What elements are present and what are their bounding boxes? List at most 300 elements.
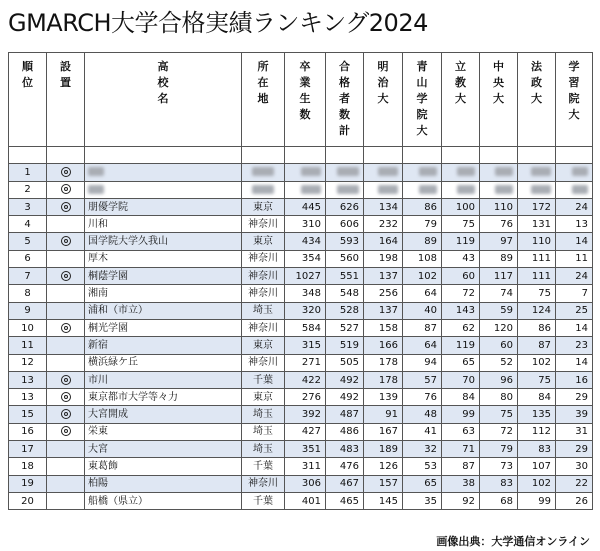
table-row [9, 354, 593, 371]
location-cell: 神奈川 [242, 475, 285, 492]
graduates-cell: 271 [285, 354, 326, 371]
graduates-cell [285, 181, 326, 198]
graduates-cell: 392 [285, 406, 326, 423]
gakushuin-cell: 26 [556, 492, 593, 509]
graduates-cell: 1027 [285, 268, 326, 285]
rikkyo-cell: 143 [442, 302, 480, 319]
meiji-cell: 145 [364, 492, 403, 509]
setup-cell [47, 475, 85, 492]
image-credit: 画像出典：大学通信オンライン [436, 535, 590, 548]
location-cell: 神奈川 [242, 285, 285, 302]
redacted-value [572, 167, 588, 176]
total-cell: 551 [326, 268, 364, 285]
hosei-cell: 135 [518, 406, 556, 423]
location-cell: 神奈川 [242, 216, 285, 233]
setup-cell [47, 371, 85, 388]
gakushuin-cell: 11 [556, 250, 593, 267]
aoyama-cell: 94 [403, 354, 442, 371]
school-cell [85, 164, 242, 181]
school-cell: 市川 [85, 371, 242, 388]
header-location: 所在地 [242, 53, 285, 147]
chuo-cell: 60 [480, 337, 518, 354]
table-row [9, 268, 593, 285]
redacted-value [531, 167, 551, 176]
aoyama-cell: 108 [403, 250, 442, 267]
aoyama-cell: 65 [403, 475, 442, 492]
redacted-value [88, 185, 104, 194]
table-row [9, 406, 593, 423]
chuo-cell: 97 [480, 233, 518, 250]
school-cell: 朋優学院 [85, 198, 242, 215]
graduates-cell: 401 [285, 492, 326, 509]
chuo-cell: 79 [480, 441, 518, 458]
rank-cell: 5 [9, 233, 47, 250]
rank-cell: 13 [9, 371, 47, 388]
gakushuin-cell: 39 [556, 406, 593, 423]
setup-cell [47, 406, 85, 423]
meiji-cell: 139 [364, 389, 403, 406]
rank-cell: 9 [9, 302, 47, 319]
setup-cell [47, 441, 85, 458]
double-circle-icon [61, 184, 71, 194]
rank-cell: 17 [9, 441, 47, 458]
hosei-cell: 99 [518, 492, 556, 509]
graduates-cell: 310 [285, 216, 326, 233]
table-row [9, 216, 593, 233]
total-cell: 492 [326, 389, 364, 406]
location-cell: 埼玉 [242, 423, 285, 440]
hosei-cell: 83 [518, 441, 556, 458]
setup-cell [47, 233, 85, 250]
chuo-cell: 96 [480, 371, 518, 388]
rank-cell: 1 [9, 164, 47, 181]
rank-cell: 18 [9, 458, 47, 475]
rank-cell: 6 [9, 250, 47, 267]
aoyama-cell: 35 [403, 492, 442, 509]
double-circle-icon [61, 375, 71, 385]
hosei-cell [518, 181, 556, 198]
school-cell: 浦和（市立） [85, 302, 242, 319]
gakushuin-cell: 31 [556, 423, 593, 440]
school-cell: 湘南 [85, 285, 242, 302]
chuo-cell: 120 [480, 319, 518, 336]
aoyama-cell: 53 [403, 458, 442, 475]
rikkyo-cell: 92 [442, 492, 480, 509]
table-row [9, 423, 593, 440]
double-circle-icon [61, 323, 71, 333]
graduates-cell: 422 [285, 371, 326, 388]
aoyama-cell: 79 [403, 216, 442, 233]
header-spacer-row [9, 147, 593, 164]
hosei-cell [518, 164, 556, 181]
rank-cell: 12 [9, 354, 47, 371]
location-cell: 埼玉 [242, 406, 285, 423]
school-cell: 大宮 [85, 441, 242, 458]
total-cell: 486 [326, 423, 364, 440]
rikkyo-cell: 38 [442, 475, 480, 492]
hosei-cell: 107 [518, 458, 556, 475]
chuo-cell: 80 [480, 389, 518, 406]
meiji-cell: 134 [364, 198, 403, 215]
rank-cell: 15 [9, 406, 47, 423]
redacted-value [378, 185, 398, 194]
redacted-value [337, 167, 359, 176]
table-row [9, 371, 593, 388]
total-cell: 483 [326, 441, 364, 458]
rank-cell: 16 [9, 423, 47, 440]
rank-cell: 3 [9, 198, 47, 215]
chuo-cell: 59 [480, 302, 518, 319]
aoyama-cell [403, 181, 442, 198]
rikkyo-cell [442, 164, 480, 181]
meiji-cell: 198 [364, 250, 403, 267]
total-cell: 476 [326, 458, 364, 475]
gakushuin-cell: 29 [556, 389, 593, 406]
hosei-cell: 111 [518, 268, 556, 285]
table-row [9, 233, 593, 250]
gakushuin-cell: 25 [556, 302, 593, 319]
meiji-cell: 178 [364, 371, 403, 388]
table-body [9, 147, 593, 510]
school-cell: 川和 [85, 216, 242, 233]
setup-cell [47, 423, 85, 440]
location-cell: 神奈川 [242, 250, 285, 267]
table-row [9, 285, 593, 302]
rikkyo-cell: 71 [442, 441, 480, 458]
table-row [9, 389, 593, 406]
rikkyo-cell: 119 [442, 233, 480, 250]
setup-cell [47, 181, 85, 198]
table-row [9, 302, 593, 319]
rikkyo-cell: 99 [442, 406, 480, 423]
aoyama-cell: 102 [403, 268, 442, 285]
hosei-cell: 84 [518, 389, 556, 406]
ranking-table [8, 52, 593, 510]
chuo-cell: 89 [480, 250, 518, 267]
rikkyo-cell: 43 [442, 250, 480, 267]
graduates-cell: 311 [285, 458, 326, 475]
graduates-cell: 434 [285, 233, 326, 250]
aoyama-cell [403, 164, 442, 181]
graduates-cell: 445 [285, 198, 326, 215]
meiji-cell: 256 [364, 285, 403, 302]
graduates-cell: 306 [285, 475, 326, 492]
location-cell: 東京 [242, 198, 285, 215]
setup-cell [47, 302, 85, 319]
location-cell: 東京 [242, 233, 285, 250]
header-rank: 順位 [9, 53, 47, 147]
aoyama-cell: 57 [403, 371, 442, 388]
rank-cell: 2 [9, 181, 47, 198]
meiji-cell: 232 [364, 216, 403, 233]
total-cell: 527 [326, 319, 364, 336]
hosei-cell: 86 [518, 319, 556, 336]
hosei-cell: 112 [518, 423, 556, 440]
header-meiji: 明治大 [364, 53, 403, 147]
school-cell: 横浜緑ケ丘 [85, 354, 242, 371]
rank-cell: 19 [9, 475, 47, 492]
setup-cell [47, 354, 85, 371]
chuo-cell: 52 [480, 354, 518, 371]
gakushuin-cell: 14 [556, 233, 593, 250]
aoyama-cell: 86 [403, 198, 442, 215]
header-chuo: 中央大 [480, 53, 518, 147]
rikkyo-cell: 87 [442, 458, 480, 475]
page-title: GMARCH大学合格実績ランキング2024 [8, 9, 428, 37]
aoyama-cell: 41 [403, 423, 442, 440]
chuo-cell [480, 164, 518, 181]
total-cell: 467 [326, 475, 364, 492]
redacted-value [419, 167, 437, 176]
total-cell: 519 [326, 337, 364, 354]
hosei-cell: 102 [518, 475, 556, 492]
total-cell: 465 [326, 492, 364, 509]
chuo-cell: 76 [480, 216, 518, 233]
meiji-cell: 91 [364, 406, 403, 423]
hosei-cell: 87 [518, 337, 556, 354]
graduates-cell [285, 164, 326, 181]
redacted-value [337, 185, 359, 194]
school-cell: 新宿 [85, 337, 242, 354]
chuo-cell: 75 [480, 406, 518, 423]
redacted-value [495, 167, 513, 176]
double-circle-icon [61, 167, 71, 177]
location-cell: 千葉 [242, 492, 285, 509]
redacted-value [88, 167, 104, 176]
chuo-cell: 72 [480, 423, 518, 440]
location-cell: 東京 [242, 337, 285, 354]
meiji-cell: 137 [364, 268, 403, 285]
rikkyo-cell [442, 181, 480, 198]
aoyama-cell: 40 [403, 302, 442, 319]
graduates-cell: 584 [285, 319, 326, 336]
chuo-cell: 83 [480, 475, 518, 492]
total-cell: 528 [326, 302, 364, 319]
redacted-value [457, 167, 475, 176]
location-cell [242, 181, 285, 198]
location-cell: 埼玉 [242, 302, 285, 319]
double-circle-icon [61, 409, 71, 419]
table-row [9, 492, 593, 509]
location-cell: 埼玉 [242, 441, 285, 458]
meiji-cell: 189 [364, 441, 403, 458]
total-cell [326, 164, 364, 181]
header-school: 高校名 [85, 53, 242, 147]
meiji-cell [364, 181, 403, 198]
hosei-cell: 102 [518, 354, 556, 371]
hosei-cell: 172 [518, 198, 556, 215]
table-row [9, 458, 593, 475]
gakushuin-cell: 24 [556, 198, 593, 215]
school-cell: 厚木 [85, 250, 242, 267]
meiji-cell: 167 [364, 423, 403, 440]
setup-cell [47, 389, 85, 406]
meiji-cell [364, 164, 403, 181]
aoyama-cell: 87 [403, 319, 442, 336]
school-cell: 大宮開成 [85, 406, 242, 423]
gakushuin-cell: 29 [556, 441, 593, 458]
hosei-cell: 110 [518, 233, 556, 250]
total-cell: 505 [326, 354, 364, 371]
hosei-cell: 75 [518, 285, 556, 302]
total-cell: 548 [326, 285, 364, 302]
table-row [9, 441, 593, 458]
school-cell: 東葛飾 [85, 458, 242, 475]
redacted-value [378, 167, 398, 176]
gakushuin-cell: 7 [556, 285, 593, 302]
meiji-cell: 158 [364, 319, 403, 336]
meiji-cell: 126 [364, 458, 403, 475]
redacted-value [252, 185, 274, 194]
double-circle-icon [61, 392, 71, 402]
school-cell: 栄東 [85, 423, 242, 440]
double-circle-icon [61, 271, 71, 281]
graduates-cell: 320 [285, 302, 326, 319]
double-circle-icon [61, 426, 71, 436]
meiji-cell: 164 [364, 233, 403, 250]
chuo-cell: 117 [480, 268, 518, 285]
location-cell: 千葉 [242, 371, 285, 388]
redacted-value [531, 185, 551, 194]
table-header [9, 53, 593, 147]
double-circle-icon [61, 236, 71, 246]
graduates-cell: 276 [285, 389, 326, 406]
rikkyo-cell: 70 [442, 371, 480, 388]
gakushuin-cell: 16 [556, 371, 593, 388]
header-hosei: 法政大 [518, 53, 556, 147]
rikkyo-cell: 119 [442, 337, 480, 354]
chuo-cell [480, 181, 518, 198]
location-cell [242, 164, 285, 181]
graduates-cell: 315 [285, 337, 326, 354]
total-cell: 560 [326, 250, 364, 267]
redacted-value [301, 167, 321, 176]
gakushuin-cell: 23 [556, 337, 593, 354]
aoyama-cell: 32 [403, 441, 442, 458]
school-cell: 船橋（県立） [85, 492, 242, 509]
location-cell: 神奈川 [242, 354, 285, 371]
rikkyo-cell: 75 [442, 216, 480, 233]
setup-cell [47, 492, 85, 509]
table-row [9, 337, 593, 354]
aoyama-cell: 89 [403, 233, 442, 250]
chuo-cell: 74 [480, 285, 518, 302]
setup-cell [47, 216, 85, 233]
setup-cell [47, 458, 85, 475]
table-row [9, 198, 593, 215]
total-cell [326, 181, 364, 198]
aoyama-cell: 64 [403, 285, 442, 302]
gakushuin-cell [556, 164, 593, 181]
double-circle-icon [61, 202, 71, 212]
setup-cell [47, 164, 85, 181]
rank-cell: 11 [9, 337, 47, 354]
hosei-cell: 75 [518, 371, 556, 388]
hosei-cell: 131 [518, 216, 556, 233]
setup-cell [47, 198, 85, 215]
school-cell: 柏陽 [85, 475, 242, 492]
rikkyo-cell: 60 [442, 268, 480, 285]
gakushuin-cell: 14 [556, 319, 593, 336]
location-cell: 東京 [242, 389, 285, 406]
total-cell: 487 [326, 406, 364, 423]
table-row [9, 250, 593, 267]
school-cell [85, 181, 242, 198]
chuo-cell: 73 [480, 458, 518, 475]
meiji-cell: 178 [364, 354, 403, 371]
meiji-cell: 157 [364, 475, 403, 492]
header-rikkyo: 立教大 [442, 53, 480, 147]
header-passers-total: 合格者数計 [326, 53, 364, 147]
school-cell: 桐光学園 [85, 319, 242, 336]
hosei-cell: 124 [518, 302, 556, 319]
setup-cell [47, 285, 85, 302]
table-row [9, 475, 593, 492]
aoyama-cell: 64 [403, 337, 442, 354]
gakushuin-cell: 14 [556, 354, 593, 371]
meiji-cell: 137 [364, 302, 403, 319]
gakushuin-cell: 30 [556, 458, 593, 475]
graduates-cell: 354 [285, 250, 326, 267]
gakushuin-cell: 22 [556, 475, 593, 492]
aoyama-cell: 48 [403, 406, 442, 423]
total-cell: 606 [326, 216, 364, 233]
location-cell: 神奈川 [242, 319, 285, 336]
redacted-value [495, 185, 513, 194]
setup-cell [47, 250, 85, 267]
redacted-value [457, 185, 475, 194]
school-cell: 桐蔭学園 [85, 268, 242, 285]
setup-cell [47, 319, 85, 336]
rank-cell: 7 [9, 268, 47, 285]
header-setup: 設置 [47, 53, 85, 147]
meiji-cell: 166 [364, 337, 403, 354]
graduates-cell: 351 [285, 441, 326, 458]
hosei-cell: 111 [518, 250, 556, 267]
rank-cell: 20 [9, 492, 47, 509]
total-cell: 492 [326, 371, 364, 388]
rank-cell: 10 [9, 319, 47, 336]
rank-cell: 8 [9, 285, 47, 302]
setup-cell [47, 268, 85, 285]
rikkyo-cell: 62 [442, 319, 480, 336]
aoyama-cell: 76 [403, 389, 442, 406]
table-row [9, 181, 593, 198]
chuo-cell: 110 [480, 198, 518, 215]
total-cell: 626 [326, 198, 364, 215]
redacted-value [301, 185, 321, 194]
gakushuin-cell: 24 [556, 268, 593, 285]
header-graduates: 卒業生数 [285, 53, 326, 147]
rikkyo-cell: 100 [442, 198, 480, 215]
location-cell: 神奈川 [242, 268, 285, 285]
rikkyo-cell: 65 [442, 354, 480, 371]
school-cell: 国学院大学久我山 [85, 233, 242, 250]
rank-cell: 13 [9, 389, 47, 406]
graduates-cell: 348 [285, 285, 326, 302]
header-gakushuin: 学習院大 [556, 53, 593, 147]
rikkyo-cell: 63 [442, 423, 480, 440]
setup-cell [47, 337, 85, 354]
gakushuin-cell: 13 [556, 216, 593, 233]
school-cell: 東京都市大学等々力 [85, 389, 242, 406]
header-aoyama: 青山学院大 [403, 53, 442, 147]
total-cell: 593 [326, 233, 364, 250]
table-row [9, 164, 593, 181]
redacted-value [572, 185, 588, 194]
graduates-cell: 427 [285, 423, 326, 440]
redacted-value [252, 167, 274, 176]
